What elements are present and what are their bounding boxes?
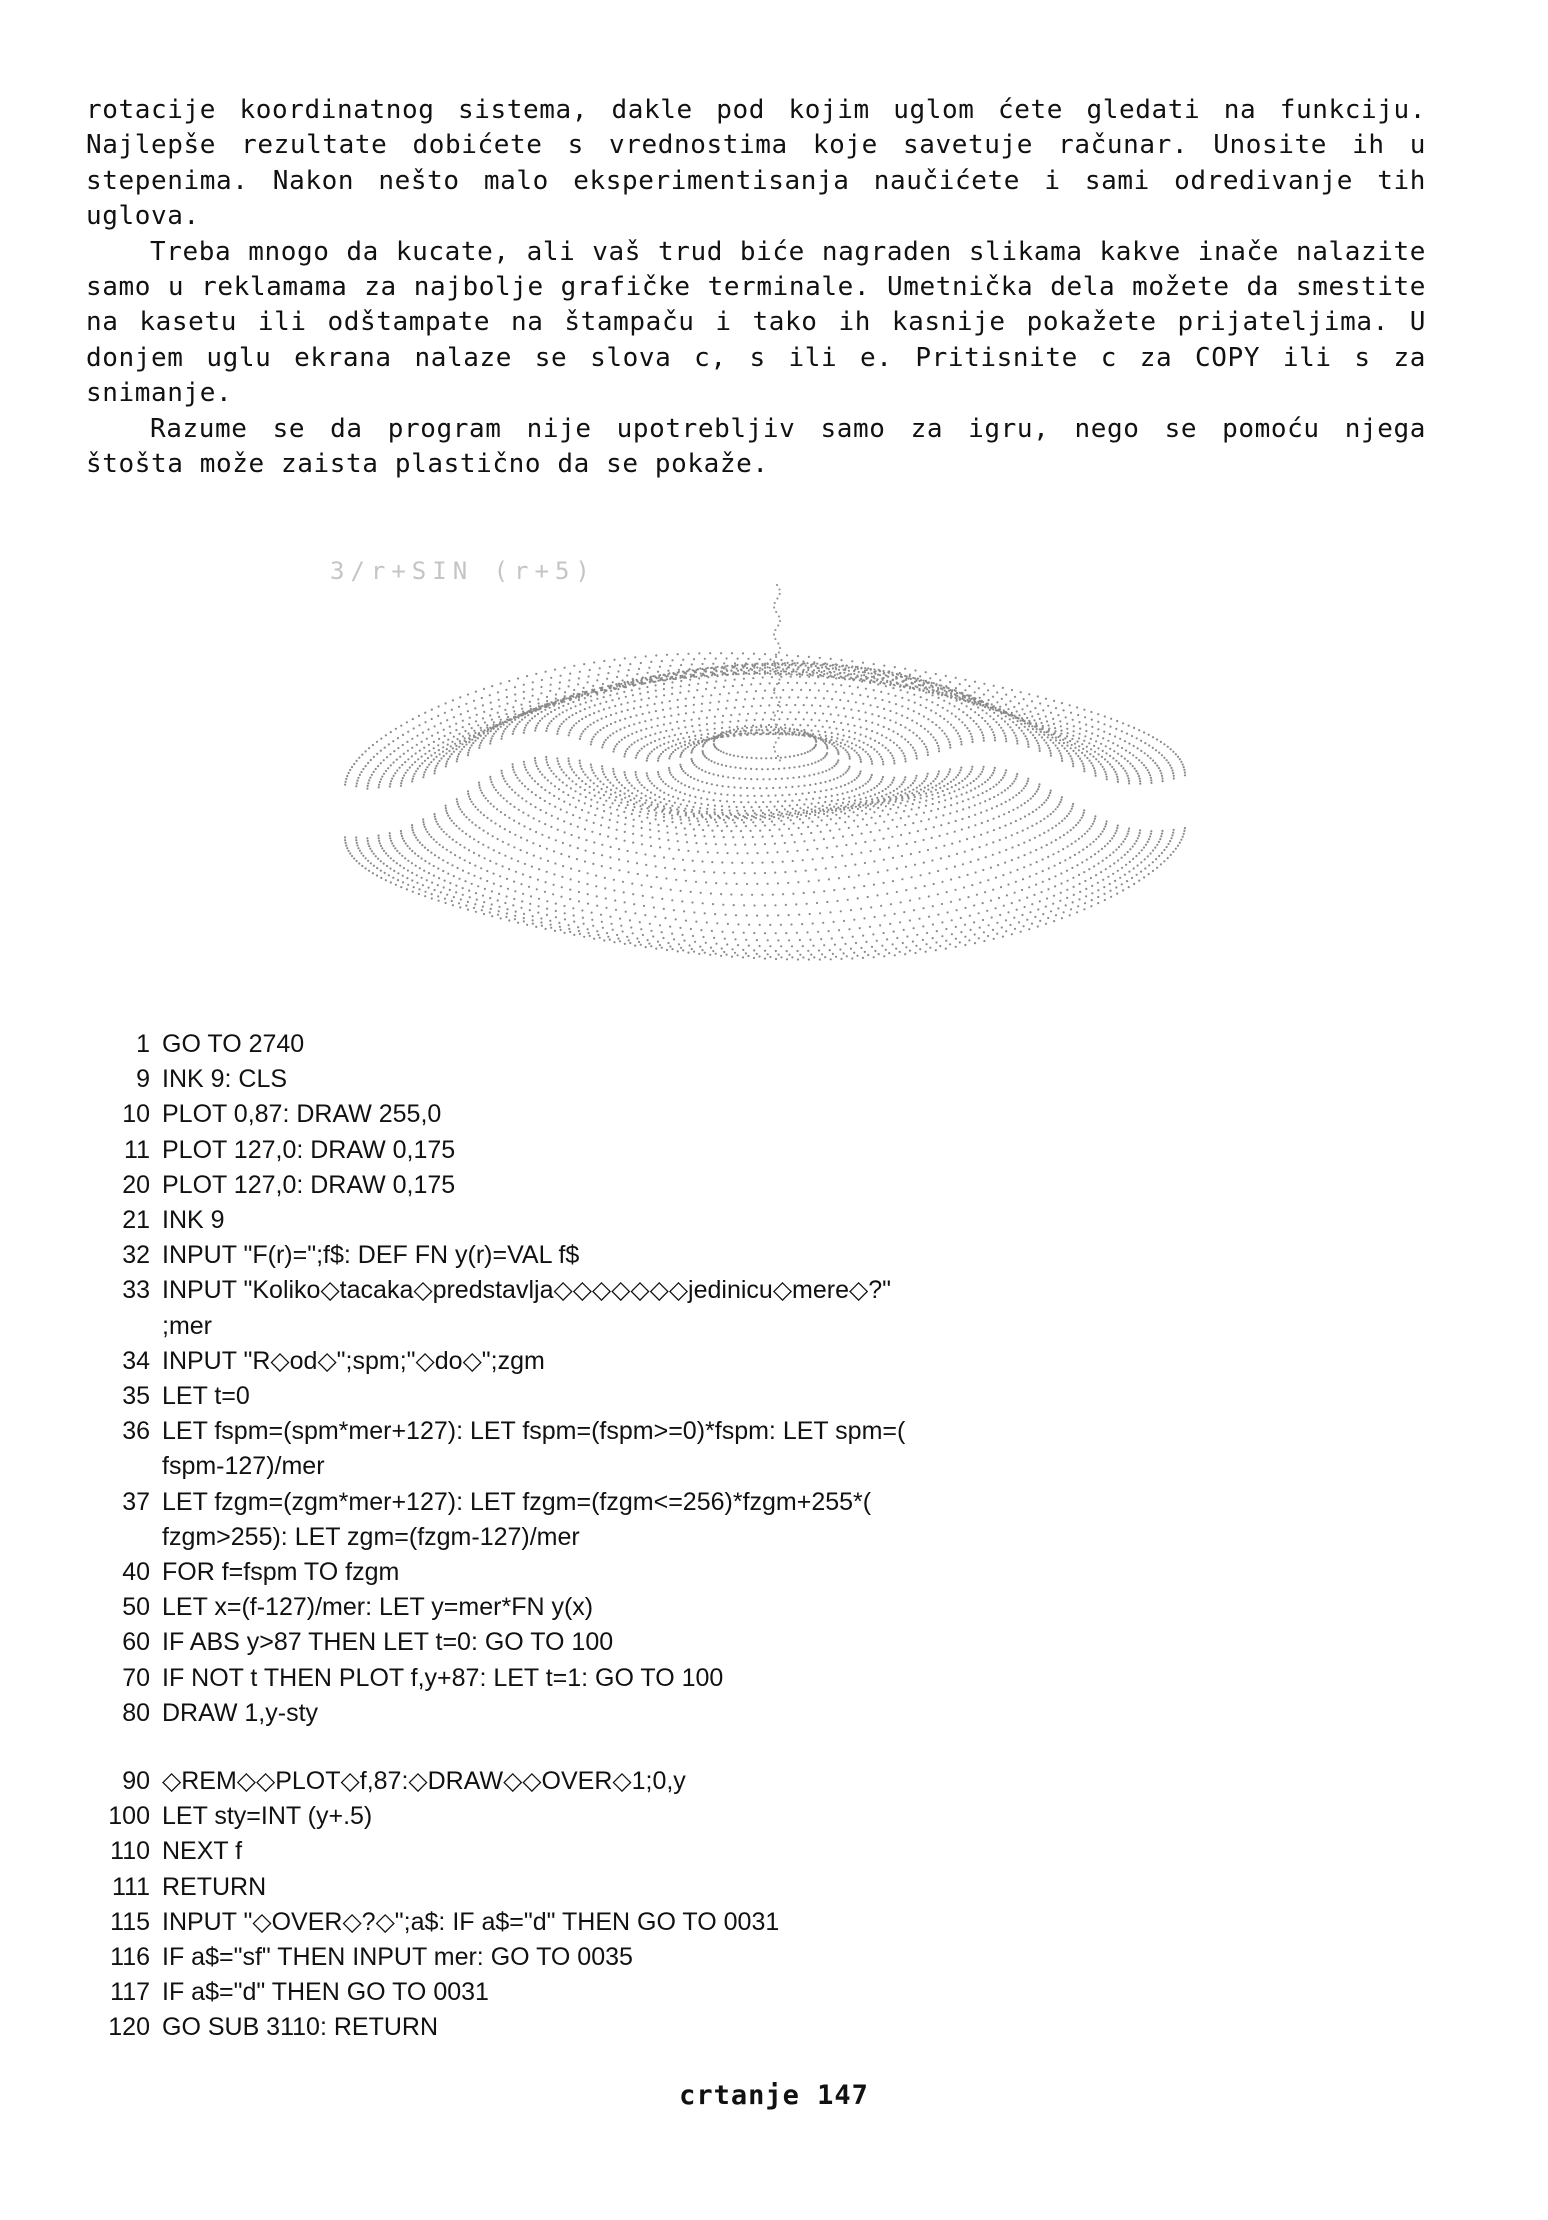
line-statement	[150, 1764, 1342, 1799]
line-number: 111	[111, 1872, 150, 1901]
line-number: 21	[122, 1206, 150, 1235]
code-line	[86, 1238, 1426, 1273]
statement-text: IF ABS y>87 THEN LET t=0: GO TO 100	[162, 1628, 614, 1657]
code-line	[86, 1485, 1426, 1555]
line-statement	[150, 1799, 1342, 1834]
statement-text: INK 9	[162, 1206, 225, 1235]
line-number: 50	[122, 1593, 150, 1622]
code-line	[86, 1344, 1426, 1379]
line-statement	[150, 1027, 1342, 1062]
statement-text: RETURN	[162, 1872, 267, 1901]
code-line	[86, 1168, 1426, 1203]
line-statement	[150, 1168, 1342, 1203]
statement-continuation: fzgm>255): LET zgm=(fzgm-127)/mer	[162, 1522, 580, 1551]
code-line	[86, 1625, 1426, 1660]
code-line	[86, 2010, 1426, 2045]
paragraph-2: Treba mnogo da kucate, ali vaš trud biće nagraden slikama kakve inače nalazite samo u reklamama za najbolje grafičke terminale. Umetnička dela možete da smestite na kasetu ili odštampate na štampaču i tako ih kasnije pokažete prijateljima. U donjem uglu ekrana nalaze se slova c, s ili e. Pritisnite c za COPY ili s za snimanje.	[86, 236, 1426, 409]
line-number: 90	[122, 1767, 150, 1796]
line-number: 110	[110, 1837, 150, 1866]
statement-text: IF a$="sf" THEN INPUT mer: GO TO 0035	[162, 1943, 633, 1972]
surface-plot	[300, 545, 1230, 995]
line-number: 40	[122, 1558, 150, 1587]
statement-text: INK 9: CLS	[162, 1065, 288, 1094]
line-number: 37	[122, 1487, 150, 1516]
line-statement	[150, 1414, 1342, 1484]
line-statement	[150, 1834, 1342, 1869]
line-number: 35	[122, 1382, 150, 1411]
line-number: 117	[110, 1978, 150, 2007]
statement-text: PLOT 127,0: DRAW 0,175	[162, 1135, 456, 1164]
statement-text: INPUT "F(r)=";f$: DEF FN y(r)=VAL f$	[162, 1241, 580, 1270]
statement-text: PLOT 127,0: DRAW 0,175	[162, 1170, 456, 1199]
line-number: 116	[110, 1943, 150, 1972]
line-statement	[150, 1485, 1342, 1555]
line-number: 33	[122, 1276, 150, 1305]
statement-continuation: fspm-127)/mer	[162, 1452, 325, 1481]
statement-continuation: ;mer	[162, 1311, 212, 1340]
line-statement	[150, 1590, 1342, 1625]
statement-text: IF a$="d" THEN GO TO 0031	[162, 1978, 489, 2007]
statement-text: LET sty=INT (y+.5)	[162, 1802, 373, 1831]
line-number: 32	[122, 1241, 150, 1270]
line-number: 70	[122, 1663, 150, 1692]
line-statement	[150, 1238, 1342, 1273]
surface-dots	[344, 584, 1186, 961]
paragraph-3: Razume se da program nije upotrebljiv samo za igru, nego se pomoću njega štošta može zaista plastično da se pokaže.	[86, 413, 1426, 480]
surface-plot-figure	[300, 545, 1230, 995]
code-line	[86, 1870, 1426, 1905]
line-statement	[150, 1379, 1342, 1414]
line-statement	[150, 1940, 1342, 1975]
code-line	[86, 1273, 1426, 1343]
line-statement	[150, 1344, 1342, 1379]
line-number: 120	[108, 2013, 150, 2042]
code-line	[86, 1661, 1426, 1696]
line-number: 10	[122, 1100, 150, 1129]
code-line	[86, 1203, 1426, 1238]
statement-text: FOR f=fspm TO fzgm	[162, 1558, 400, 1587]
code-line	[86, 1590, 1426, 1625]
code-line	[86, 1975, 1426, 2010]
line-statement	[150, 1905, 1342, 1940]
line-statement	[150, 1555, 1342, 1590]
figure-caption: 3/r+SIN (r+5)	[330, 557, 596, 585]
statement-text: GO SUB 3110: RETURN	[162, 2013, 439, 2042]
line-statement	[150, 1696, 1342, 1731]
code-line	[86, 1799, 1426, 1834]
code-line	[86, 1940, 1426, 1975]
code-line	[86, 1905, 1426, 1940]
line-number: 36	[122, 1417, 150, 1446]
line-statement	[150, 1870, 1342, 1905]
statement-text: GO TO 2740	[162, 1030, 305, 1058]
code-line	[86, 1555, 1426, 1590]
line-number: 1	[136, 1030, 150, 1058]
statement-text: INPUT "R◇od◇";spm;"◇do◇";zgm	[162, 1346, 545, 1375]
line-number: 60	[122, 1628, 150, 1657]
line-number: 9	[136, 1065, 150, 1094]
line-statement	[150, 1062, 1342, 1097]
code-line	[86, 1097, 1426, 1132]
program-listing	[86, 1027, 1426, 2046]
line-number: 20	[122, 1170, 150, 1199]
code-line	[86, 1133, 1426, 1168]
body-text	[86, 93, 1426, 482]
statement-text: IF NOT t THEN PLOT f,y+87: LET t=1: GO TO 100	[162, 1663, 724, 1692]
statement-text: LET t=0	[162, 1382, 250, 1411]
line-number: 11	[124, 1135, 150, 1164]
line-statement	[150, 1133, 1342, 1168]
line-statement	[150, 1661, 1342, 1696]
statement-text: ◇REM◇◇PLOT◇f,87:◇DRAW◇◇OVER◇1;0,y	[162, 1767, 686, 1796]
code-line	[86, 1696, 1426, 1731]
statement-text: NEXT f	[162, 1837, 243, 1866]
code-line	[86, 1414, 1426, 1484]
line-number: 80	[122, 1698, 150, 1727]
line-statement	[150, 1625, 1342, 1660]
code-line	[86, 1834, 1426, 1869]
code-line	[86, 1764, 1426, 1799]
line-statement	[150, 1203, 1342, 1238]
statement-text: INPUT "Koliko◇tacaka◇predstavlja◇◇◇◇◇◇◇jedinicu◇mere◇?"	[162, 1276, 892, 1305]
paragraph-1: rotacije koordinatnog sistema, dakle pod kojim uglom ćete gledati na funkciju. Najlepše rezultate dobićete s vrednostima koje savetuje računar. Unosite ih u stepenima. Nakon nešto malo eksperimentisanja naučićete i sami odredivanje tih uglova.	[86, 95, 1426, 232]
statement-text: LET fzgm=(zgm*mer+127): LET fzgm=(fzgm<=256)*fzgm+255*(	[162, 1487, 872, 1516]
line-statement	[150, 1273, 1342, 1343]
line-number: 100	[108, 1802, 150, 1831]
statement-text: PLOT 0,87: DRAW 255,0	[162, 1100, 442, 1129]
line-number: 115	[110, 1907, 150, 1936]
line-statement	[150, 1097, 1342, 1132]
statement-text: DRAW 1,y-sty	[162, 1698, 319, 1727]
code-line	[86, 1379, 1426, 1414]
statement-text: LET x=(f-127)/mer: LET y=mer*FN y(x)	[162, 1593, 594, 1622]
page-footer: crtanje 147	[679, 2080, 869, 2111]
line-statement	[150, 2010, 1342, 2045]
code-line	[86, 1062, 1426, 1097]
line-number: 34	[122, 1346, 150, 1375]
statement-text: INPUT "◇OVER◇?◇";a$: IF a$="d" THEN GO TO 0031	[162, 1907, 780, 1936]
statement-text: LET fspm=(spm*mer+127): LET fspm=(fspm>=0)*fspm: LET spm=(	[162, 1417, 906, 1446]
code-line	[86, 1027, 1426, 1062]
line-statement	[150, 1975, 1342, 2010]
